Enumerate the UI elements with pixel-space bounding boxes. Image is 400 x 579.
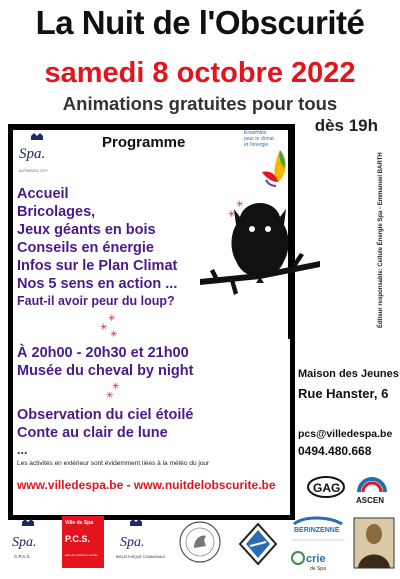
ascen-logo: [353, 472, 391, 506]
museum-name: Musée du cheval by night: [17, 363, 194, 379]
weather-notice: Les activités en extérieur sont évidemment liées à la météo du jour: [17, 460, 210, 467]
observation-item: Observation du ciel étoilé: [17, 407, 194, 423]
crie-sub: de Spa: [310, 566, 326, 572]
pcs-logo-letters: P.C.S.: [65, 534, 90, 544]
spa-logo-text: Spa.: [19, 146, 46, 162]
cpas-logo-text: Spa.: [12, 535, 37, 550]
publisher-credit-text: Éditeur responsable: Cellule Énergie Spa - Emmanuel BARTH: [378, 152, 384, 328]
programme-heading: Programme: [102, 134, 186, 151]
venue-name: Maison des Jeunes: [298, 368, 399, 380]
programme-item: Bricolages,: [17, 204, 96, 220]
venue-street: Rue Hanster, 6: [298, 386, 389, 401]
berinzenne-text: BERINZENNE: [294, 527, 340, 534]
pcs-logo-sub: plan de cohésion sociale: [65, 553, 98, 557]
programme-item: Nos 5 sens en action ...: [17, 276, 178, 292]
programme-item: Infos sur le Plan Climat: [17, 258, 178, 274]
programme-ellipsis: ...: [17, 443, 28, 457]
climat-logo-text: Ensemble pour le climat et l'énergie: [244, 130, 274, 148]
bibliotheque-logo: [116, 514, 166, 574]
page-title: La Nuit de l'Obscurité: [35, 4, 365, 41]
biblio-logo-sub: BIBLIOTHÈQUE COMMUNALE: [116, 555, 166, 559]
spa-logo: [17, 132, 57, 176]
gag-logo: [306, 474, 346, 504]
programme-question: Faut-il avoir peur du loup?: [17, 294, 175, 308]
gag-logo-text: GAG: [313, 481, 341, 495]
berinzenne-crie-logo: [288, 514, 348, 574]
horse-museum-logo: [176, 514, 224, 574]
contact-phone: 0494.480.668: [298, 444, 372, 458]
programme-item: Conseils en énergie: [17, 240, 154, 256]
diamond-logo: [236, 514, 280, 574]
crie-text: crie: [306, 553, 326, 565]
website-links[interactable]: www.villedespa.be - www.nuitdelobscurite.be: [17, 478, 276, 492]
pcs-logo-title: Ville de Spa: [65, 520, 93, 526]
mona-lisa-logo: [352, 514, 396, 574]
pcs-logo: [62, 514, 104, 574]
spa-logo-tagline: AUTHENTIC CITY: [19, 169, 48, 173]
owl-silhouette-illustration: [200, 195, 320, 310]
contact-email[interactable]: pcs@villedespa.be: [298, 428, 393, 440]
event-subtitle: Animations gratuites pour tous: [62, 93, 338, 114]
programme-item: Jeux géants en bois: [17, 222, 156, 238]
event-start-time: dès 19h: [314, 116, 378, 135]
publisher-credit: [372, 130, 386, 330]
museum-times: À 20h00 - 20h30 et 21h00: [17, 345, 189, 361]
ascen-logo-text: ASCEN: [356, 496, 385, 505]
programme-item: Accueil: [17, 186, 69, 202]
event-date: samedi 8 octobre 2022: [44, 57, 356, 89]
cpas-logo: [10, 514, 50, 574]
biblio-logo-text: Spa.: [120, 535, 145, 550]
conte-item: Conte au clair de lune: [17, 425, 168, 441]
climat-energie-logo: [236, 130, 294, 200]
cpas-logo-sub: C.P.A.S.: [14, 554, 31, 559]
